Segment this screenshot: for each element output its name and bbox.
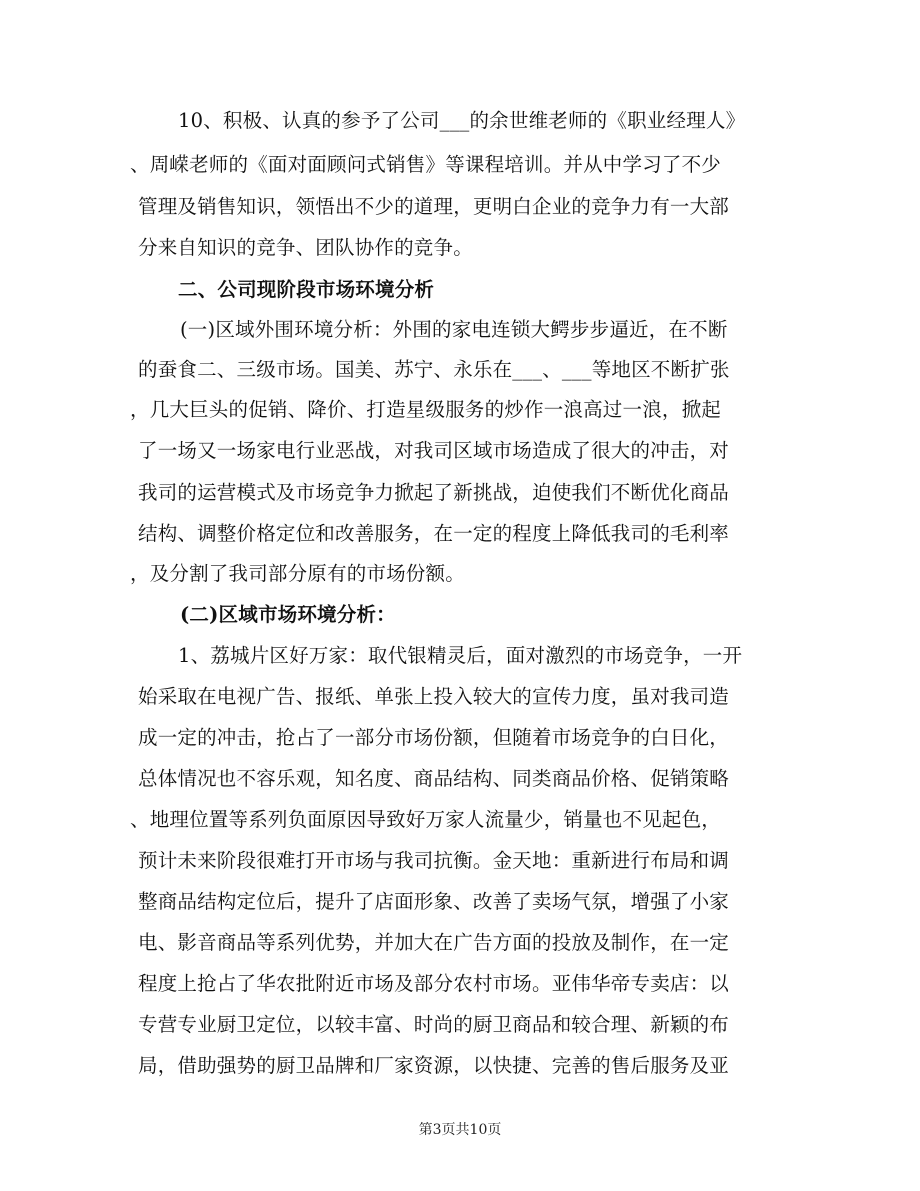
text-line-24: 局，借助强势的厨卫品牌和厂家资源，以快捷、完善的售后服务及亚 (138, 1054, 730, 1077)
text-line-2: 、周嵘老师的《面对面顾问式销售》等课程培训。并从中学习了不少 (130, 153, 722, 176)
text-line-18: 、地理位置等系列负面原因导致好万家人流量少，销量也不见起色， (130, 808, 722, 831)
text-line-12: ，及分割了我司部分原有的市场份额。 (130, 562, 465, 585)
text-line-22: 程度上抢占了华农批附近市场及部分农村市场。亚伟华帝专卖店：以 (138, 972, 730, 995)
text-line-11: 结构、调整价格定位和改善服务，在一定的程度上降低我司的毛利率 (138, 522, 730, 545)
text-line-15: 始采取在电视广告、报纸、单张上投入较大的宣传力度，虽对我司造 (138, 685, 730, 708)
subsection-heading-2: (二)区域市场环境分析： (180, 603, 396, 626)
text-line-9: 了一场又一场家电行业恶战，对我司区域市场造成了很大的冲击，对 (138, 439, 730, 462)
text-line-6: (一)区域外围环境分析：外围的家电连锁大鳄步步逼近，在不断 (180, 318, 728, 341)
text-line-19: 预计未来阶段很难打开市场与我司抗衡。金天地：重新进行布局和调 (138, 849, 730, 872)
text-line-20: 整商品结构定位后，提升了店面形象、改善了卖场气氛，增强了小家 (138, 890, 730, 913)
text-line-14: 1、荔城片区好万家：取代银精灵后，面对激烈的市场竞争，一开 (178, 644, 743, 667)
text-line-7: 的蚕食二、三级市场。国美、苏宁、永乐在___、___等地区不断扩张 (138, 358, 730, 381)
text-line-10: 我司的运营模式及市场竞争力掀起了新挑战，迫使我们不断优化商品 (138, 481, 730, 504)
section-heading-2: 二、公司现阶段市场环境分析 (178, 278, 435, 301)
text-line-8: ，几大巨头的促销、降价、打造星级服务的炒作一浪高过一浪，掀起 (130, 398, 722, 421)
text-line-17: 总体情况也不容乐观，知名度、商品结构、同类商品价格、促销策略 (138, 767, 730, 790)
text-line-3: 管理及销售知识，领悟出不少的道理，更明白企业的竞争力有一大部 (138, 195, 730, 218)
text-line-23: 专营专业厨卫定位，以较丰富、时尚的厨卫商品和较合理、新颖的布 (138, 1013, 730, 1036)
text-line-1: 10、积极、认真的参予了公司___的余世维老师的《职业经理人》 (178, 109, 746, 132)
text-line-21: 电、影音商品等系列优势，并加大在广告方面的投放及制作，在一定 (138, 931, 730, 954)
text-line-4: 分来自知识的竞争、团队协作的竞争。 (138, 236, 473, 259)
page-number: 第3页共10页 (418, 1122, 502, 1138)
text-line-16: 成一定的冲击，抢占了一部分市场份额，但随着市场竞争的白日化， (138, 726, 730, 749)
